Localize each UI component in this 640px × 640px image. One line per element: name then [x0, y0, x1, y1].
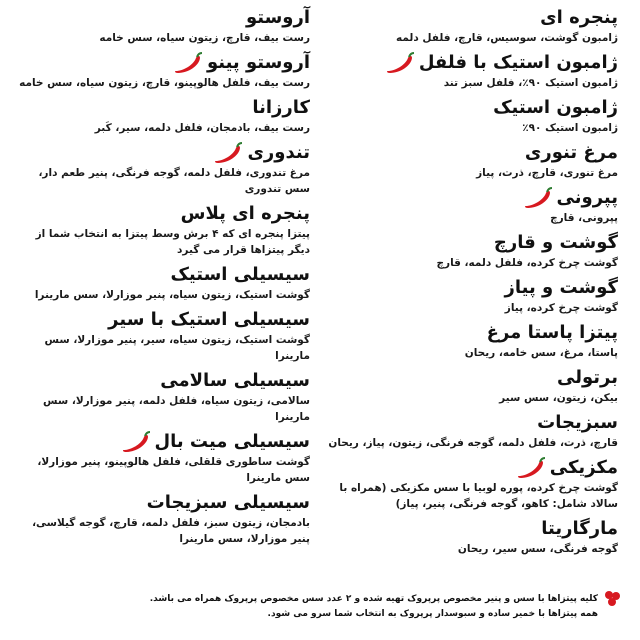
red-chili-pepper-icon [523, 187, 553, 209]
menu-item-ingredients: قارچ، ذرت، فلفل دلمه، گوجه فرنگی، زیتون، پیاز، ریحان [328, 437, 618, 449]
menu-item-name: پپرونی [556, 187, 618, 208]
menu-item-ingredients: گوشت استیک، زیتون سیاه، پنیر موزارلا، سس مارینرا [34, 289, 310, 301]
menu-item-name: سیسیلی استیک با سیر [108, 309, 310, 330]
menu-item-title-row [18, 141, 310, 165]
menu-item-name: پنجره ای [540, 7, 618, 28]
menu-item-title-row [18, 430, 310, 454]
menu-item-name: مکزیکی [549, 457, 618, 478]
menu-item-name: گوشت و قارچ [493, 232, 618, 253]
menu-item-name: مارگاریتا [541, 518, 618, 539]
red-chili-pepper-icon [385, 52, 415, 74]
menu-item-name: پنجره ای پلاس [180, 203, 310, 224]
menu-item-title-row [18, 96, 310, 120]
menu-item-title-row [18, 263, 310, 287]
menu-item-title-row [323, 231, 618, 255]
menu-item [18, 263, 310, 303]
menu-item-ingredients: ژامبون استیک ۹۰٪، فلفل سبز تند [443, 77, 618, 89]
menu-item-ingredients: گوشت ساطوری قلقلی، فلفل هالوپینو، پنیر موزارلا، سس مارینرا [37, 456, 310, 484]
menu-item-name: آروستو پینو [206, 52, 310, 73]
footer-line-2: همه پیتزاها با خمیر ساده و سبوسدار پرپروک به انتخاب شما سرو می شود. [267, 609, 598, 619]
menu-item-title-row [18, 491, 310, 515]
menu-item [18, 96, 310, 136]
menu-item [18, 430, 310, 486]
menu-item-name: برتولی [557, 367, 618, 388]
menu-item-ingredients: رست بیف، بادمجان، فلفل دلمه، سیر، کَبر [94, 122, 310, 134]
menu-item-title-row [323, 321, 618, 345]
menu-item [18, 202, 310, 258]
menu-item-name: کارزانا [252, 97, 310, 118]
menu-item [323, 321, 618, 361]
menu-item-ingredients: گوجه فرنگی، سس سیر، ریحان [457, 543, 618, 555]
menu-item-ingredients: گوشت چرخ کرده، پوره لوبیا با سس مکزیکی (همراه با سالاد شامل: کاهو، گوجه فرنگی، پنیر، پیاز) [339, 482, 618, 510]
menu-item-ingredients: رست بیف، فلفل هالوپینو، قارچ، زیتون سیاه، سس خامه [19, 77, 310, 89]
menu-item-name: گوشت و پیاز [504, 277, 618, 298]
menu-item-title-row [323, 141, 618, 165]
menu-item-ingredients: مرغ تنوری، قارچ، ذرت، پیاز [476, 167, 618, 179]
menu-item-name: مرغ تنوری [524, 142, 618, 163]
menu-column-right [323, 6, 618, 562]
red-chili-pepper-icon [121, 431, 151, 453]
menu-item-title-row [323, 96, 618, 120]
menu-item-title-row [323, 366, 618, 390]
menu-item-name: آروستو [245, 7, 310, 28]
menu-item-ingredients: ژامبون استیک ۹۰٪ [522, 122, 618, 134]
menu-item-title-row [323, 6, 618, 30]
menu-item-title-row [18, 369, 310, 393]
menu-item-title-row [18, 202, 310, 226]
menu-item-title-row [323, 411, 618, 435]
menu-item [323, 276, 618, 316]
menu-item-name: سبزیجات [537, 412, 618, 433]
menu-item [323, 186, 618, 226]
menu-item-title-row [323, 51, 618, 75]
menu-item-title-row [323, 276, 618, 300]
menu-item-title-row [18, 51, 310, 75]
menu-item-ingredients: بیکن، زیتون، سس سیر [499, 392, 618, 404]
menu-item-ingredients: بادمجان، زیتون سبز، فلفل دلمه، قارچ، گوجه گیلاسی، پنیر موزارلا، سس مارینرا [32, 517, 310, 545]
menu-item-name: تندوری [247, 142, 310, 163]
menu-item [323, 231, 618, 271]
red-chili-pepper-icon [213, 142, 243, 164]
menu-item-ingredients: پیتزا پنجره ای که ۴ برش وسط پیتزا به انتخاب شما از دیگر پیتزاها قرار می گیرد [35, 228, 310, 256]
menu-item [18, 369, 310, 425]
red-chili-pepper-icon [173, 52, 203, 74]
menu-item [18, 141, 310, 197]
menu-item-title-row [323, 186, 618, 210]
menu-item [18, 6, 310, 46]
menu-item-ingredients: گوشت استیک، زیتون سیاه، سیر، پنیر موزارلا، سس مارینرا [44, 334, 310, 362]
red-chili-pepper-icon [516, 457, 546, 479]
menu-item-ingredients: مرغ تندوری، فلفل دلمه، گوجه فرنگی، پنیر طعم دار، سس تندوری [38, 167, 310, 195]
menu-column-left [18, 6, 310, 552]
menu-item [323, 6, 618, 46]
menu-item [18, 491, 310, 547]
menu-item-name: سیسیلی استیک [170, 264, 310, 285]
menu-item [323, 96, 618, 136]
menu-item-title-row [323, 456, 618, 480]
menu-item-ingredients: گوشت چرخ کرده، پیاز [504, 302, 618, 314]
menu-item-ingredients: گوشت چرخ کرده، فلفل دلمه، قارچ [436, 257, 618, 269]
menu-item-name: ژامبون استیک [493, 97, 618, 118]
menu-item-title-row [18, 308, 310, 332]
menu-item [323, 366, 618, 406]
menu-item-title-row [323, 517, 618, 541]
menu-item [323, 517, 618, 557]
menu-item-ingredients: پاستا، مرغ، سس خامه، ریحان [464, 347, 618, 359]
menu-item-name: پیتزا پاستا مرغ [486, 322, 618, 343]
menu-item-ingredients: ژامبون گوشت، سوسیس، قارچ، فلفل دلمه [396, 32, 618, 44]
menu-item [323, 456, 618, 512]
menu-item-name: سیسیلی سالامی [160, 370, 310, 391]
red-dots-icon [602, 588, 622, 608]
menu-footer-note [58, 592, 598, 622]
menu-item-name: سیسیلی میت بال [154, 431, 310, 452]
menu-item [323, 411, 618, 451]
menu-item-ingredients: رست بیف، قارچ، زیتون سیاه، سس خامه [99, 32, 310, 44]
menu-item [18, 51, 310, 91]
menu-item [323, 141, 618, 181]
menu-item-ingredients: سالامی، زیتون سیاه، فلفل دلمه، پنیر موزارلا، سس مارینرا [43, 395, 310, 423]
menu-item-name: ژامبون استیک با فلفل [418, 52, 618, 73]
footer-line-1: کلیه پیتزاها با سس و پنیر مخصوص پرپروک تهیه شده و ۲ عدد سس مخصوص پرپروک همراه می باشد. [149, 594, 598, 604]
menu-item-ingredients: پپرونی، قارچ [550, 212, 618, 224]
menu-item [323, 51, 618, 91]
menu-item [18, 308, 310, 364]
menu-item-name: سیسیلی سبزیجات [146, 492, 310, 513]
menu-item-title-row [18, 6, 310, 30]
